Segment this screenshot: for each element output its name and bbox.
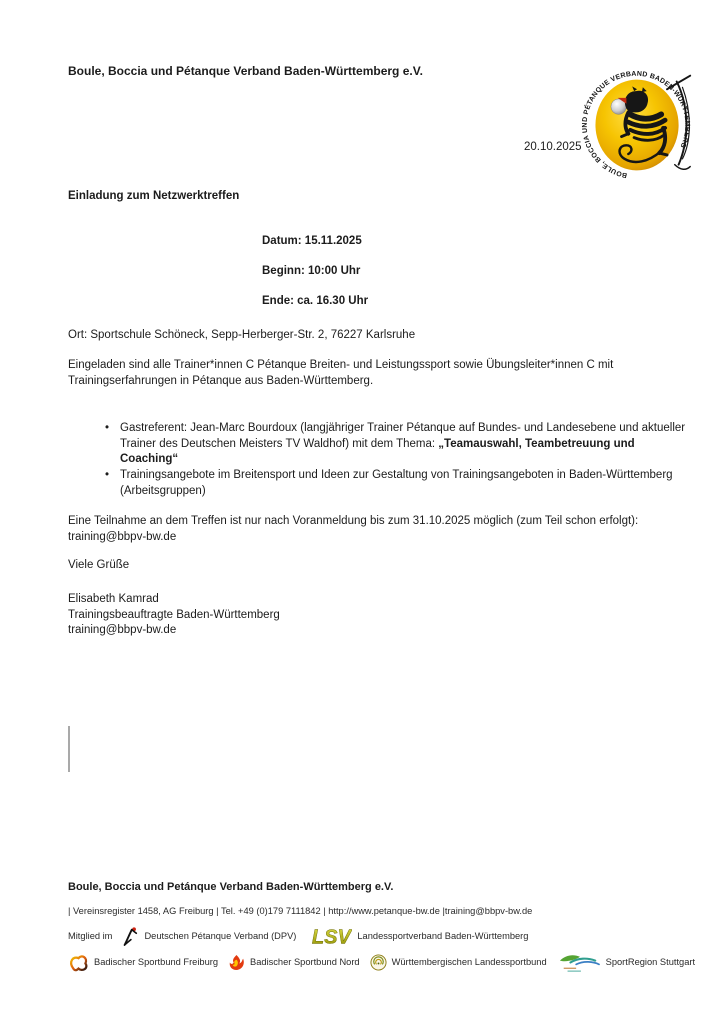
membership-row-1 bbox=[68, 922, 538, 950]
bsb-freiburg-logo-icon bbox=[68, 953, 89, 972]
bullet2-line-2: (Arbeitsgruppen) bbox=[120, 484, 206, 497]
bullet1-line2-regular: Trainer des Deutschen Meisters TV Waldhof) mit dem Thema: bbox=[120, 437, 439, 450]
bullet1-line2-bold: „Teamauswahl, Teambetreuung und bbox=[438, 437, 635, 450]
header-org-name: Boule, Boccia und Pétanque Verband Baden-Württemberg e.V. bbox=[68, 64, 423, 78]
member-label-lsv: Landessportverband Baden-Württemberg bbox=[357, 931, 529, 941]
event-start-time: Beginn: 10:00 Uhr bbox=[262, 265, 361, 277]
sportregion-logo-icon bbox=[557, 952, 601, 973]
dpv-logo-icon bbox=[121, 926, 139, 946]
bullet-item-training-offers bbox=[120, 468, 673, 499]
registration-paragraph bbox=[68, 514, 638, 545]
footer-org-name: Boule, Boccia und Petánque Verband Baden-Württemberg e.V. bbox=[68, 881, 394, 893]
member-label-sportregion: SportRegion Stuttgart bbox=[605, 957, 696, 967]
bsb-nord-logo-icon bbox=[228, 954, 245, 971]
invitees-line-2: Trainingserfahrungen in Pétanque aus Baden-Württemberg. bbox=[68, 374, 374, 387]
closing-greeting: Viele Grüße bbox=[68, 559, 130, 571]
membership-row-2 bbox=[68, 950, 705, 974]
logo-ring-text: BOULE, BOCCIA UND PÉTANQUE VERBAND BADEN-WÜRTTEMBERG bbox=[581, 70, 691, 179]
lsv-logo-icon bbox=[310, 924, 352, 948]
bullet1-line-1: Gastreferent: Jean-Marc Bourdoux (langjähriger Trainer Pétanque auf Bundes- und Landesebene und aktueller bbox=[120, 422, 686, 434]
signature-role: Trainingsbeauftragte Baden-Württemberg bbox=[68, 608, 280, 621]
event-end-time: Ende: ca. 16.30 Uhr bbox=[262, 295, 369, 307]
event-date: Datum: 15.11.2025 bbox=[262, 235, 362, 247]
signature-block bbox=[68, 592, 280, 639]
verband-logo-icon bbox=[580, 63, 696, 187]
bullet1-line-2 bbox=[120, 437, 685, 453]
invitees-line-1: Eingeladen sind alle Trainer*innen C Pétanque Breiten- und Leistungssport sowie Übungsleiter*innen C mit bbox=[68, 359, 614, 371]
lsv-logo-text: LSV bbox=[312, 926, 352, 948]
signature-email: training@bbpv-bw.de bbox=[68, 624, 177, 636]
subject-line: Einladung zum Netzwerktreffen bbox=[68, 190, 240, 202]
footer-contact-line: | Vereinsregister 1458, AG Freiburg | Tel. +49 (0)179 7111842 | http://www.petanque-bw.de |training@bbpv-bw.de bbox=[68, 906, 533, 916]
bullet-marker: • bbox=[105, 422, 110, 434]
event-location: Ort: Sportschule Schöneck, Sepp-Herberger-Str. 2, 76227 Karlsruhe bbox=[68, 329, 416, 341]
invitees-paragraph bbox=[68, 358, 613, 389]
member-prefix: Mitglied im bbox=[68, 931, 113, 941]
wlsb-logo-icon bbox=[370, 954, 387, 971]
member-label-wlsb: Württembergischen Landessportbund bbox=[391, 957, 547, 967]
bullet1-line-3: Coaching“ bbox=[120, 453, 179, 465]
registration-line-1: Eine Teilnahme an dem Treffen ist nur nach Voranmeldung bis zum 31.10.2025 möglich (zum Teil schon erfolgt): bbox=[68, 515, 639, 527]
text-cursor-mark bbox=[68, 726, 70, 772]
bullet-marker: • bbox=[105, 469, 110, 481]
member-label-bsb-freiburg: Badischer Sportbund Freiburg bbox=[94, 957, 219, 967]
bullet-item-guest-speaker bbox=[120, 421, 685, 468]
document-date: 20.10.2025 bbox=[524, 141, 582, 153]
signature-name: Elisabeth Kamrad bbox=[68, 593, 159, 605]
verband-logo bbox=[580, 63, 696, 187]
member-label-dpv: Deutschen Pétanque Verband (DPV) bbox=[144, 931, 297, 941]
bullet2-line-1: Trainingsangebote im Breitensport und Ideen zur Gestaltung von Trainingsangeboten in Baden-Württemberg bbox=[120, 469, 673, 481]
registration-email: training@bbpv-bw.de bbox=[68, 530, 177, 543]
member-label-bsb-nord: Badischer Sportbund Nord bbox=[250, 957, 360, 967]
